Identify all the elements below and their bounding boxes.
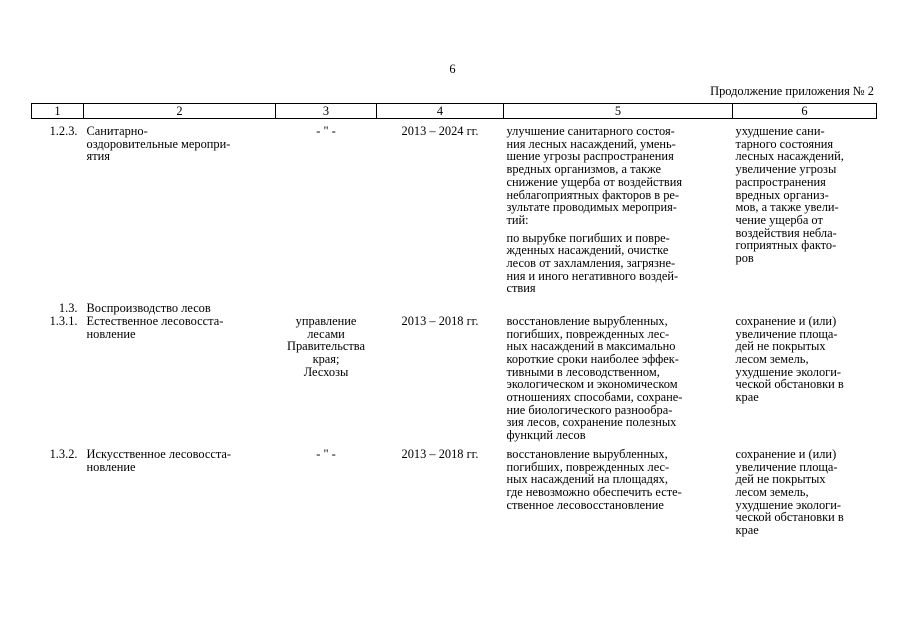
table-row	[32, 119, 877, 296]
consequence: сохранение и (или) увеличение площа- дей не покрытых лесом земель, ухудшение экологи- ческой обстановки в крае	[735, 313, 844, 405]
consequence: ухудшение сани- тарного состояния лесных насаждений, увеличение угрозы распространения вредных организ- мов, а также увели- чение ущерба от воздействия небла- гоприятных факто- ров	[735, 124, 844, 266]
column-number-3: 3	[276, 104, 377, 119]
consequence: сохранение и (или) увеличение площа- дей не покрытых лесом земель, ухудшение экологи- ческой обстановки в крае	[735, 446, 844, 538]
column-number-5: 5	[504, 104, 733, 119]
table-row-section	[32, 302, 877, 315]
column-number-1: 1	[32, 104, 84, 119]
row-number: 1.2.3.	[49, 124, 78, 138]
measure-name: Естественное лесовосста- новление	[86, 313, 224, 341]
executor: - " -	[316, 446, 336, 461]
executor: управление лесами Правительства края; Лесхозы	[287, 313, 365, 379]
row-number: 1.3.2.	[49, 446, 78, 461]
column-number-row	[32, 104, 877, 119]
expected-result	[504, 119, 733, 296]
table-row	[32, 315, 877, 442]
period: 2013 – 2018 гг.	[401, 446, 479, 461]
measure-name: Искусственное лесовосста- новление	[86, 446, 232, 474]
expected-result: восстановление вырубленных, погибших, поврежденных лес- ных насаждений на площадях, где невозможно обеспечить есте- ственное лесовосстановление	[506, 446, 682, 512]
section-title: Воспроизводство лесов	[86, 301, 211, 316]
measure-name: Санитарно- оздоровительные меропри- ятия	[86, 124, 231, 164]
continuation-title: Продолжение приложения № 2	[710, 84, 874, 98]
executor: - " -	[316, 124, 336, 138]
column-number-6: 6	[733, 104, 877, 119]
expected-result: восстановление вырубленных, погибших, поврежденных лес- ных насаждений в максимально короткие сроки наиболее эффек- тивными в лесоводственном, экологическом и экономическом отношениях способами, сохране- ние биологического разнообра- зия лесов, сохранение полезных функций лесов	[506, 313, 683, 443]
appendix-table	[31, 103, 877, 537]
table-row	[32, 442, 877, 537]
column-number-2: 2	[84, 104, 276, 119]
period: 2013 – 2024 гг.	[401, 124, 479, 138]
period: 2013 – 2018 гг.	[401, 313, 479, 328]
row-number: 1.3.1.	[49, 313, 78, 328]
expected-result-text-continued: по вырубке погибших и повре- жденных насаждений, очистке лесов от захламления, загрязне- ния и иного негативного воздей- ствия	[506, 230, 679, 296]
expected-result-text: улучшение санитарного состоя- ния лесных насаждений, умень- шение угрозы распространения вредных организмов, а также снижение ущерба от воздействия неблагоприятных факторов в ре- зультате проводимых мероприя- тий:	[506, 124, 683, 227]
row-number: 1.3.	[58, 301, 78, 316]
page-number: 6	[449, 62, 456, 76]
column-number-4: 4	[377, 104, 504, 119]
